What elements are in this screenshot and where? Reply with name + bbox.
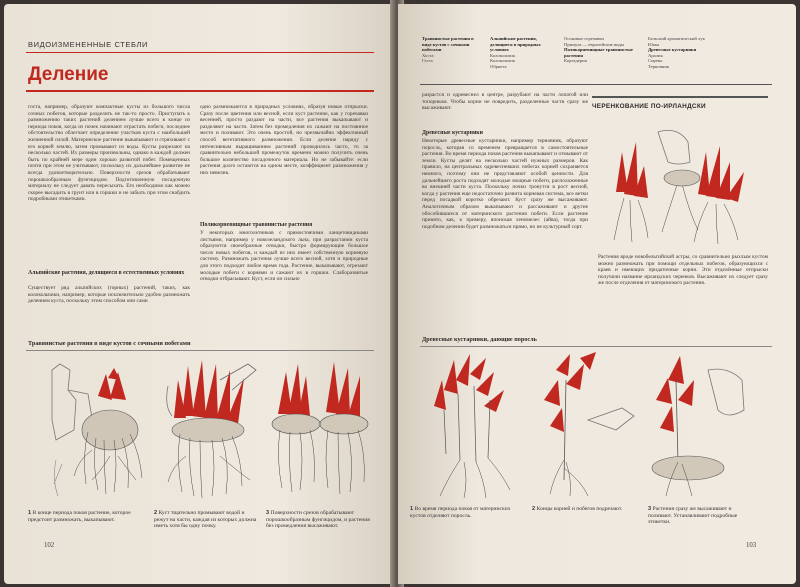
legend-item: Осоковые горечавки xyxy=(564,36,604,41)
legend-item: Аралия xyxy=(648,52,663,58)
legend-item: Гаста xyxy=(422,58,433,64)
legend-item: Колокольчик xyxy=(490,58,515,64)
irish-cuttings-title: ЧЕРЕНКОВАНИЕ ПО-ИРЛАНДСКИ xyxy=(592,103,706,110)
right-step-3 xyxy=(648,506,752,526)
page-title: Деление xyxy=(28,64,109,85)
box-rule xyxy=(592,96,768,98)
section-label: ВИДОИЗМЕНЕННЫЕ СТЕБЛИ xyxy=(28,40,149,49)
legend-item: Терновник xyxy=(648,63,670,69)
right-step-3-num: 3 xyxy=(648,506,652,512)
legend-head-2: Альпийские растения, делящиеся в природных условиях xyxy=(490,36,541,53)
section-rule xyxy=(26,52,374,53)
right-top-rule xyxy=(420,84,772,85)
left-step-2 xyxy=(154,510,258,530)
left-col1-text2: Существует ряд альпийских (горных) растений, таких, как колокольчики, например, которые исключительно удобно размножать делением куста, поскольку этим способом они сами xyxy=(28,285,190,305)
legend-item: Обриета xyxy=(490,63,507,69)
legend-col-1 xyxy=(422,36,484,64)
right-step-2-text: Концы корней и побегов подрезают. xyxy=(536,506,623,512)
left-col2-text: одно размножаются в природных условиях, образуя новые отпрыски. Сразу после цветения или весной, если куст растение, как у горечавки весенней, просто раздают на части, все растения выкапывают и разделяют на части. Затем без промедления их сажают на постоянное место и поливают. Это очень простой, но чрезвычайно эффективный способ вегетативного размножения. Если деление наряду с интенсивным выращиванием растений проводилось часто, то за сравнительно небольшой промежуток времени можно получить очень большое количество посадочного материала. Но не забывайте: если растения долго остаются на одном месте, коэффициент размножения у них невелик. xyxy=(200,104,368,176)
caption-rule xyxy=(26,350,374,351)
legend-col-2 xyxy=(490,36,556,70)
legend-head-4: Поликорневищные травянистые растения xyxy=(564,47,633,58)
right-step-2-num: 2 xyxy=(532,506,536,512)
illustration-separate-suckers xyxy=(424,350,524,500)
legend-item: Колокольчик xyxy=(490,52,515,58)
illustration-replant xyxy=(648,350,752,500)
legend-item: Примула — европейские виды xyxy=(564,41,625,47)
left-col2-heading: Поликорневищные травянистые растения xyxy=(200,222,313,228)
right-col1-text: разрастся и одревеснел в центре, разрубают на части лопатой или топориком. Чтобы корни не повредить, разделенные части сразу же высаживают. xyxy=(422,92,588,112)
left-step-2-text: Куст тщательно промывают водой и режут на части, каждая из которых должна иметь хотя бы одну почку. xyxy=(154,510,257,530)
legend-item: Сирень xyxy=(648,58,663,64)
left-step-3-text: Поверхности срезов обрабатывают порошкообразным фунгицидом, и растения без промедления высаживают. xyxy=(266,510,370,530)
title-rule xyxy=(26,90,374,92)
left-page xyxy=(4,4,394,584)
right-caption-title: Древесные кустарники, дающие поросль xyxy=(422,336,537,343)
legend-head-1: Травянистые растения в виде кустов с сочными побегами xyxy=(422,36,474,53)
right-step-2 xyxy=(532,506,636,513)
legend-item: Бельский ароматический лук xyxy=(648,36,705,41)
left-step-1-num: 1 xyxy=(28,510,32,516)
right-step-3-text: Растения сразу же высаживают и поливают. Устанавливают подробные этикетки. xyxy=(648,506,738,526)
left-col1-heading: Альпийские растения, делящиеся в естественных условиях xyxy=(28,270,185,276)
left-step-3 xyxy=(266,510,372,530)
right-step-1 xyxy=(410,506,514,519)
left-col2-text2: У некоторых многолетников с прямостоячими ланцетовидными листьями, например у новозеландского льна, при разрастании куста образуются своеобразные отводки, быстро формирующие большое число новых побегов, и каждый из них имеет собственную корневую систему. Размножать растения лучше всего весной, хотя и природные для этого подходит любое время года. Растение, выкапывают, отрезают молодые побеги с корнями и сажают их в горшки. Слаборазвитые отводки отбрасывают. Куст, если он сильно xyxy=(200,230,368,283)
irish-cuttings-text: Растения вроде новобельгийской астры, со сравнительно рыхлым кустом можно размножать при помощи отдельных побегов, образующихся с краев и имеющих придаточные корни. Эти отделённые отпрыски получили название ирландских черенков. Высаживают их следует сразу же после отделения от материнского растения. xyxy=(598,254,768,287)
illustration-irish-cuttings xyxy=(598,122,758,246)
illustration-dust-fungicide xyxy=(268,354,372,502)
left-step-2-num: 2 xyxy=(154,510,158,516)
legend-item: Кортадерия xyxy=(564,58,587,64)
right-col1-text2: Некоторые древесные кустарники, например терновник, образуют поросль, которая со временем превращается в самостоятельные растения. Во время периода покоя растения выкапывают и отмывают от земли. Кусты делят на несколько частей нужных размеров. Как правило, на центральных одревесневших побегах корней сохраняется немного, поэтому они не представляют особой ценности. Для дальнейшего роста подходят молодые мощные побеги, расположенные во внешней части куста. Поскольку почки тронутся в рост весной, когда у растения еще недостаточно развита корневая система, все ветки перед посадкой коротко обрезают. Куст сразу же высаживают. Аналогичным образом выкапывают и рассаживают и другие обособившиеся от материнского растения побеги. Если растение принято, как, к примеру, японская хеномелес (айва), тогда при подобном делении будет размножаться прямо, но не культурный сорт. xyxy=(422,138,588,230)
left-step-3-num: 3 xyxy=(266,510,270,516)
legend-col-4 xyxy=(648,36,718,70)
illustration-cut-clump xyxy=(160,356,264,502)
legend-item: Хоста xyxy=(422,52,434,58)
legend-head-6: Древесные кустарники xyxy=(648,47,697,53)
right-step-1-text: Во время периода покоя от материнских кустов отделяют поросль. xyxy=(410,506,511,519)
page-number-right: 103 xyxy=(746,542,757,549)
page-number-left: 102 xyxy=(44,542,55,549)
right-col1-heading: Древесные кустарники xyxy=(422,130,483,136)
legend-item: Юкка xyxy=(648,41,660,47)
left-step-1-text: В конце периода покоя растение, которое предстоит размножать, выкапывают. xyxy=(28,510,131,523)
right-caption-rule xyxy=(420,346,772,347)
illustration-dig-up-plant xyxy=(48,360,152,500)
right-step-1-num: 1 xyxy=(410,506,414,512)
left-col1-text: госта, например, образуют компактные кусты из большого числа сочных побегов, которые разделить не так-то просто. Приступать к размножению таких растений делением лучше всего в конце из периода покоя, когда из почек начинают отрастать побеги, последнее обстоятельство облегчает определение участков куста с наибольшей жизненной силой. Материнское растение выкапывают и стряхивают с его корней землю, затем промывают из воды. Кусты разрезают на несколько частей. Их размеры произвольны, однако в каждой должен быть по крайней мере один хорошо развитой побег. Помещенных почти при этом не учитывают, поскольку их дальнейшее развитие не всегда удовлетворительно. Поверхности срезов обрабатывают порошкообразным фунгицидом. Подготовленную посадочную материалу не следует давать пересыхать. Его необходимо как можно скорее высадить в грунт или в горшки и не забыть при этом снабдить подробными этикетками. xyxy=(28,104,190,203)
illustration-trim-roots xyxy=(536,350,640,500)
legend-col-3 xyxy=(564,36,644,64)
left-caption-title: Травянистые растения в виде кустов с сочными побегами xyxy=(28,340,191,347)
left-step-1 xyxy=(28,510,132,523)
